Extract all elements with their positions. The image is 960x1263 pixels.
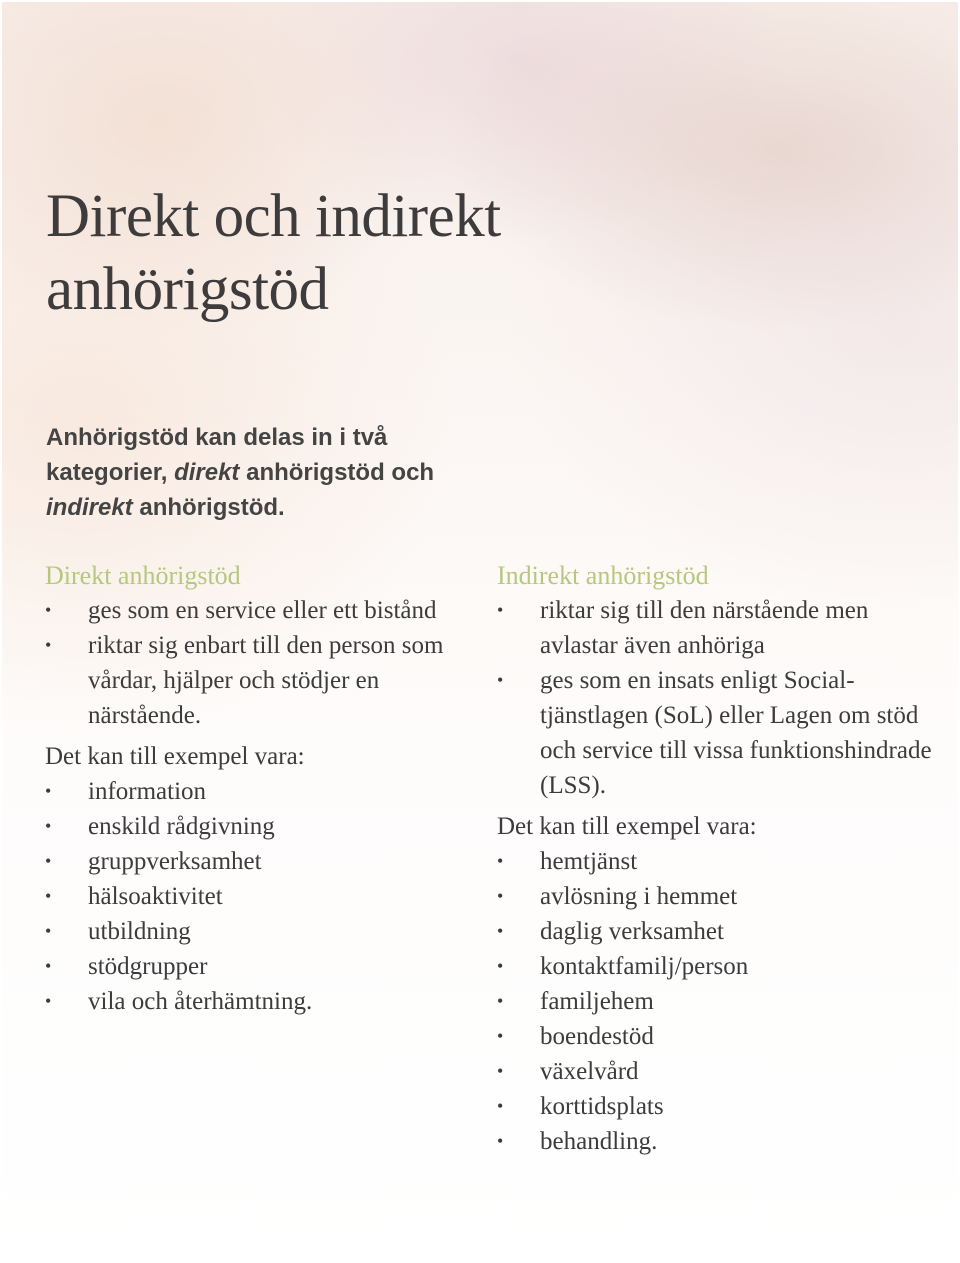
bullet-icon: • bbox=[497, 851, 504, 871]
list-item-text: stödgrupper bbox=[88, 953, 208, 980]
list-item-text: daglig verksamhet bbox=[540, 918, 724, 945]
bullet-icon: • bbox=[497, 956, 504, 976]
indirect-support-bullets bbox=[497, 593, 937, 803]
list-item-text: växelvård bbox=[540, 1058, 639, 1085]
list-item bbox=[497, 949, 937, 984]
bullet-icon: • bbox=[45, 991, 52, 1011]
list-item bbox=[45, 593, 475, 628]
indirect-examples-list bbox=[497, 844, 937, 1159]
bullet-icon: • bbox=[45, 956, 52, 976]
direct-examples-list bbox=[45, 774, 475, 1019]
indirect-examples-lead: Det kan till exempel vara: bbox=[497, 813, 757, 840]
intro-paragraph bbox=[46, 420, 486, 525]
list-item bbox=[497, 1089, 937, 1124]
list-item-text: information bbox=[88, 778, 207, 805]
bullet-icon: • bbox=[45, 635, 52, 655]
bullet-icon: • bbox=[497, 1096, 504, 1116]
direct-support-heading: Direkt anhörigstöd bbox=[45, 561, 241, 590]
list-item-text: ges som en service eller ett bistånd bbox=[88, 597, 437, 624]
list-item-text: boendestöd bbox=[540, 1023, 654, 1050]
bullet-icon: • bbox=[497, 921, 504, 941]
list-item bbox=[45, 844, 475, 879]
intro-text-3: anhörigstöd. bbox=[132, 494, 285, 521]
direct-support-column bbox=[45, 558, 475, 1019]
list-item bbox=[45, 809, 475, 844]
direct-examples-lead: Det kan till exempel vara: bbox=[45, 743, 305, 770]
bullet-icon: • bbox=[45, 781, 52, 801]
bullet-icon: • bbox=[497, 670, 504, 690]
bullet-icon: • bbox=[497, 1026, 504, 1046]
list-item bbox=[45, 774, 475, 809]
intro-emphasis-indirekt: indirekt bbox=[46, 494, 133, 521]
indirect-support-heading: Indirekt anhörigstöd bbox=[497, 561, 709, 590]
list-item bbox=[497, 1054, 937, 1089]
list-item bbox=[497, 914, 937, 949]
list-item bbox=[45, 984, 475, 1019]
list-item-text: korttidsplats bbox=[540, 1093, 664, 1120]
intro-text-1: Anhörigstöd kan delas in i två kategorier, bbox=[46, 424, 388, 486]
list-item-text: riktar sig enbart till den person som vårdar, hjälper och stödjer en närstående. bbox=[88, 632, 444, 729]
list-item-text: avlösning i hemmet bbox=[540, 883, 738, 910]
list-item-text: hemtjänst bbox=[540, 848, 638, 875]
list-item-text: enskild rådgivning bbox=[88, 813, 275, 840]
bullet-icon: • bbox=[45, 851, 52, 871]
page-title-line-2: anhörigstöd bbox=[46, 256, 329, 323]
list-item bbox=[497, 879, 937, 914]
intro-emphasis-direkt: direkt bbox=[174, 459, 240, 486]
list-item-text: riktar sig till den närstående men avlastar även anhöriga bbox=[540, 597, 869, 659]
direct-support-bullets bbox=[45, 593, 475, 733]
page-title bbox=[46, 180, 501, 326]
list-item-text: behandling. bbox=[540, 1128, 658, 1155]
page-title-line-1: Direkt och indirekt bbox=[46, 183, 501, 250]
intro-text-2: anhörigstöd och bbox=[239, 459, 435, 486]
list-item bbox=[45, 914, 475, 949]
bullet-icon: • bbox=[497, 991, 504, 1011]
list-item bbox=[497, 1124, 937, 1159]
list-item bbox=[45, 949, 475, 984]
list-item-text: vila och återhämtning. bbox=[88, 988, 313, 1015]
bullet-icon: • bbox=[45, 816, 52, 836]
list-item-text: gruppverksamhet bbox=[88, 848, 262, 875]
list-item bbox=[497, 663, 937, 803]
bullet-icon: • bbox=[45, 600, 52, 620]
indirect-support-column bbox=[497, 558, 937, 1159]
list-item-text: hälsoaktivitet bbox=[88, 883, 223, 910]
list-item-text: utbildning bbox=[88, 918, 191, 945]
list-item bbox=[45, 879, 475, 914]
list-item-text: kontaktfamilj/person bbox=[540, 953, 749, 980]
list-item bbox=[497, 593, 937, 663]
list-item bbox=[497, 844, 937, 879]
list-item bbox=[497, 984, 937, 1019]
list-item-text: ges som en insats enligt Social-tjänstlagen (SoL) eller Lagen om stöd och service till vissa funktionshindrade (LSS). bbox=[540, 667, 932, 799]
bullet-icon: • bbox=[497, 1131, 504, 1151]
list-item bbox=[45, 628, 475, 733]
bullet-icon: • bbox=[497, 600, 504, 620]
list-item-text: familjehem bbox=[540, 988, 654, 1015]
bullet-icon: • bbox=[45, 886, 52, 906]
bullet-icon: • bbox=[497, 1061, 504, 1081]
bullet-icon: • bbox=[497, 886, 504, 906]
list-item bbox=[497, 1019, 937, 1054]
bullet-icon: • bbox=[45, 921, 52, 941]
